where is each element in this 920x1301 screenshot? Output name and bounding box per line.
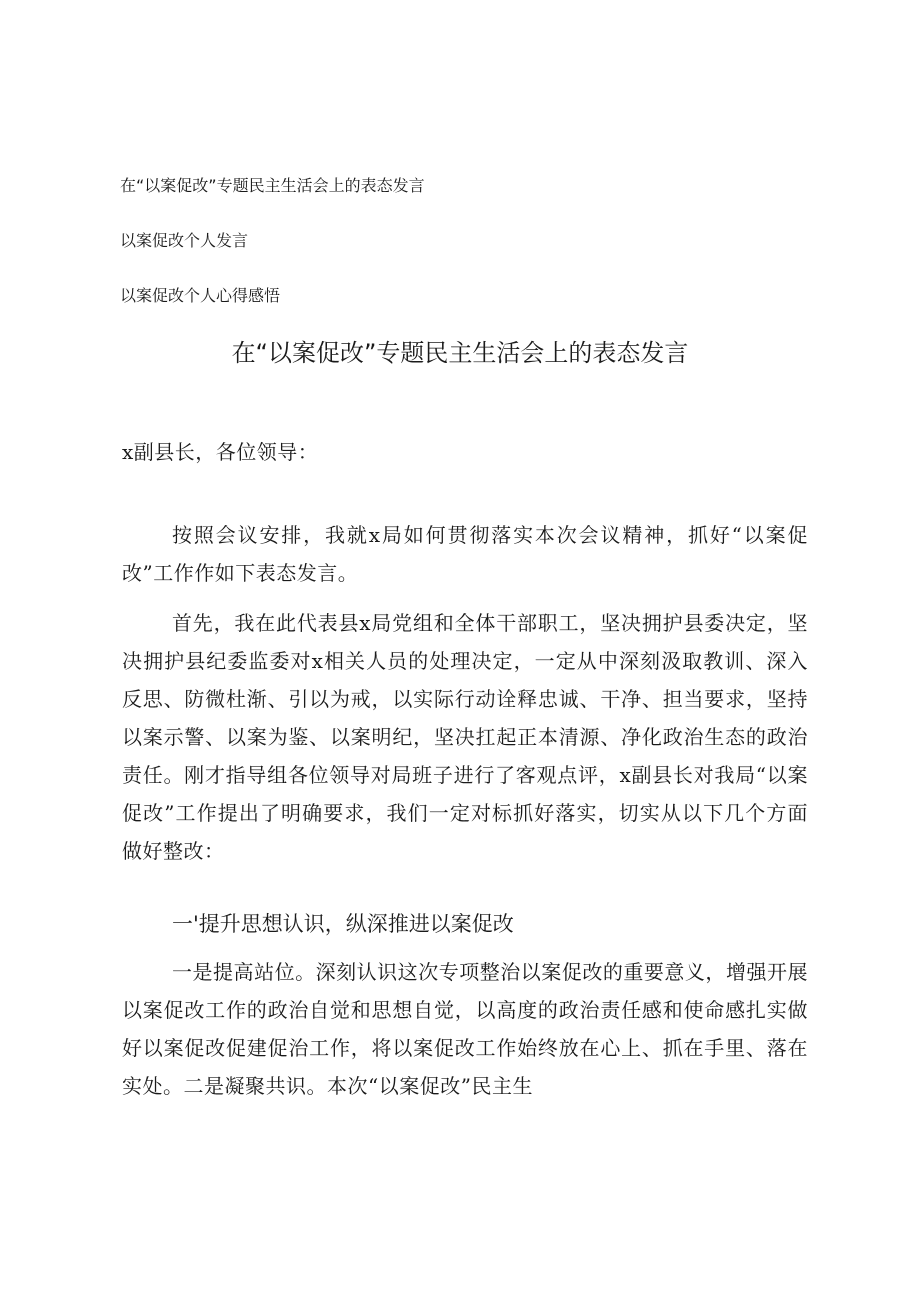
toc-item-personal-reflection[interactable]: 以案促改个人心得感悟	[120, 286, 281, 305]
salutation: x副县长，各位领导：	[122, 440, 319, 464]
toc-item-personal-speech[interactable]: 以案促改个人发言	[120, 231, 249, 250]
document-title: 在“以案促改”专题民主生活会上的表态发言	[231, 339, 689, 367]
toc-item-speech-title[interactable]: 在“以案促改”专题民主生活会上的表态发言	[120, 176, 425, 195]
paragraph-meeting-arrangement: 按照会议安排，我就x局如何贯彻落实本次会议精神，抓好“以案促改”工作作如下表态发言。	[122, 523, 808, 585]
section-heading: 一'提升思想认识，纵深推进以案促改	[172, 912, 514, 936]
paragraph-raise-awareness: 一是提高站位。深刻认识这次专项整治以案促改的重要意义，增强开展以案促改工作的政治自觉和思想自觉，以高度的政治责任感和使命感扎实做好以案促改促建促治工作，将以案促改工作始终放在心上、抓在手里、落在实处。二是凝聚共识。本次“以案促改”民主生	[122, 960, 808, 1098]
paragraph-commitment: 首先，我在此代表县x局党组和全体干部职工，坚决拥护县委决定，坚决拥护县纪委监委对x相关人员的处理决定，一定从中深刻汲取教训、深入反思、防微杜渐、引以为戒，以实际行动诠释忠诚、干净、担当要求，坚持以案示警、以案为鉴、以案明纪，坚决扛起正本清源、净化政治生态的政治责任。刚才指导组各位领导对局班子进行了客观点评，x副县长对我局“以案促改”工作提出了明确要求，我们一定对标抓好落实，切实从以下几个方面做好整改：	[122, 611, 808, 863]
